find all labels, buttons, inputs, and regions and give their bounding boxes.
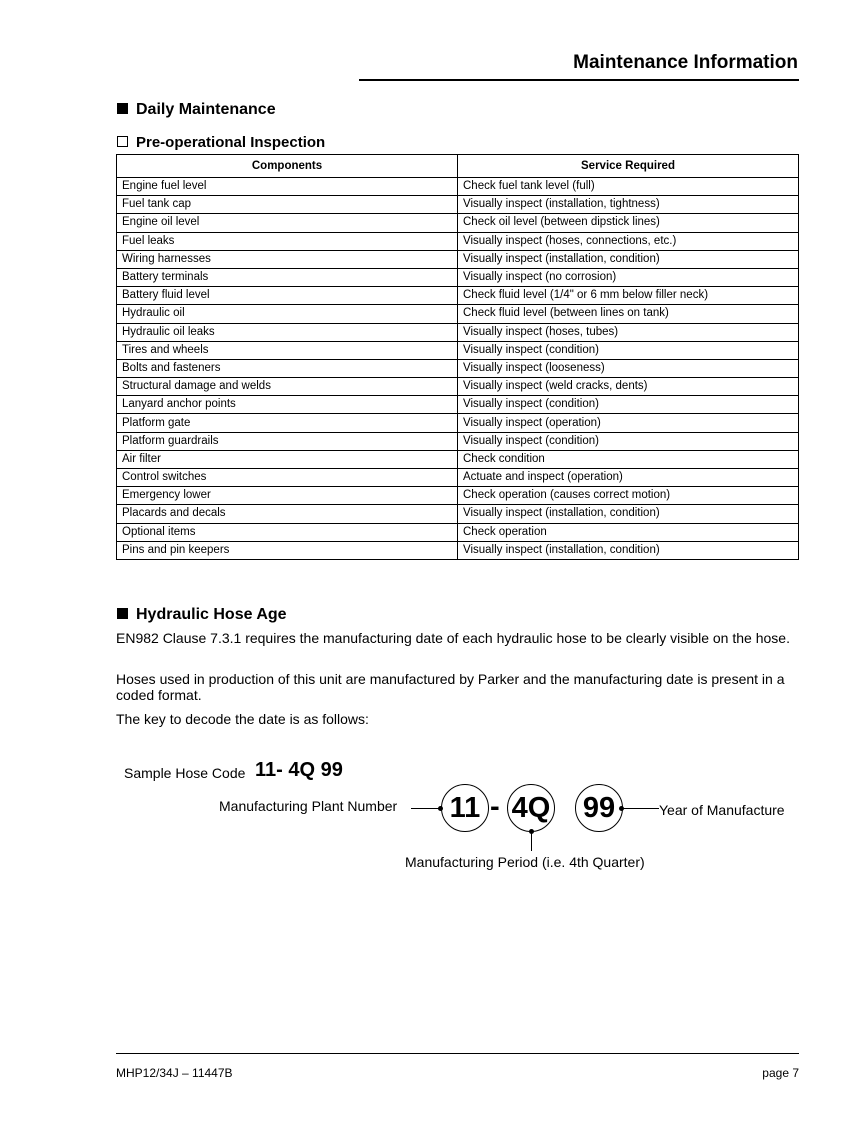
hose-paragraph-1: EN982 Clause 7.3.1 requires the manufacturing date of each hydraulic hose to be clearly visible on the hose.: [116, 630, 790, 646]
component-cell: Hydraulic oil: [117, 305, 458, 323]
service-cell: Check condition: [458, 450, 799, 468]
component-cell: Battery terminals: [117, 268, 458, 286]
component-cell: Fuel tank cap: [117, 196, 458, 214]
service-cell: Visually inspect (hoses, connections, etc.): [458, 232, 799, 250]
table-row: [117, 268, 799, 286]
filled-square-bullet-icon: [117, 608, 128, 619]
year-code-circle: 99: [575, 784, 623, 832]
component-cell: Engine fuel level: [117, 178, 458, 196]
table-row: [117, 214, 799, 232]
table-row: [117, 505, 799, 523]
service-cell: Check fluid level (1/4" or 6 mm below filler neck): [458, 287, 799, 305]
table-row: [117, 396, 799, 414]
period-code-circle: 4Q: [507, 784, 555, 832]
table-row: [117, 232, 799, 250]
hydraulic-hose-age-heading: [117, 606, 287, 624]
hydraulic-hose-age-heading-text: Hydraulic Hose Age: [136, 606, 287, 623]
pre-operational-heading: [117, 134, 325, 151]
component-cell: Fuel leaks: [117, 232, 458, 250]
year-of-manufacture-label: Year of Manufacture: [659, 802, 785, 818]
component-cell: Pins and pin keepers: [117, 541, 458, 559]
page-header-title: Maintenance Information: [573, 52, 798, 73]
service-cell: Visually inspect (condition): [458, 432, 799, 450]
table-row: [117, 250, 799, 268]
component-cell: Emergency lower: [117, 487, 458, 505]
component-cell: Placards and decals: [117, 505, 458, 523]
service-cell: Visually inspect (installation, condition): [458, 505, 799, 523]
empty-checkbox-bullet-icon: [117, 136, 128, 147]
plant-code-circle: 11: [441, 784, 489, 832]
service-cell: Visually inspect (installation, condition): [458, 250, 799, 268]
filled-square-bullet-icon: [117, 103, 128, 114]
component-cell: Platform guardrails: [117, 432, 458, 450]
service-cell: Check operation (causes correct motion): [458, 487, 799, 505]
column-header-components: Components: [117, 155, 458, 178]
sample-hose-code-value: 11- 4Q 99: [255, 759, 343, 781]
component-cell: Optional items: [117, 523, 458, 541]
table-row: [117, 305, 799, 323]
table-row: [117, 432, 799, 450]
daily-maintenance-heading: [117, 101, 276, 119]
service-cell: Visually inspect (installation, tightness): [458, 196, 799, 214]
service-cell: Check oil level (between dipstick lines): [458, 214, 799, 232]
table-row: [117, 196, 799, 214]
component-cell: Tires and wheels: [117, 341, 458, 359]
footer-page-number: page 7: [762, 1066, 799, 1080]
service-cell: Check operation: [458, 523, 799, 541]
inspection-table-body: [117, 178, 799, 560]
table-row: [117, 323, 799, 341]
footer-rule: [116, 1053, 799, 1054]
service-cell: Visually inspect (no corrosion): [458, 268, 799, 286]
component-cell: Platform gate: [117, 414, 458, 432]
footer-document-id: MHP12/34J – 11447B: [116, 1066, 233, 1080]
table-row: [117, 523, 799, 541]
service-cell: Visually inspect (looseness): [458, 359, 799, 377]
plant-number-label: Manufacturing Plant Number: [219, 798, 398, 814]
table-header-row: [117, 155, 799, 178]
table-row: [117, 178, 799, 196]
service-cell: Visually inspect (condition): [458, 341, 799, 359]
table-row: [117, 414, 799, 432]
component-cell: Battery fluid level: [117, 287, 458, 305]
table-row: [117, 469, 799, 487]
service-cell: Visually inspect (operation): [458, 414, 799, 432]
hose-paragraph-3: The key to decode the date is as follows:: [116, 711, 369, 727]
service-cell: Visually inspect (hoses, tubes): [458, 323, 799, 341]
service-cell: Visually inspect (condition): [458, 396, 799, 414]
service-cell: Actuate and inspect (operation): [458, 469, 799, 487]
component-cell: Lanyard anchor points: [117, 396, 458, 414]
table-row: [117, 287, 799, 305]
header-rule: [359, 79, 799, 81]
column-header-service: Service Required: [458, 155, 799, 178]
component-cell: Air filter: [117, 450, 458, 468]
table-row: [117, 487, 799, 505]
service-cell: Visually inspect (weld cracks, dents): [458, 378, 799, 396]
daily-maintenance-heading-text: Daily Maintenance: [136, 101, 276, 118]
period-leader-line: [531, 831, 532, 851]
component-cell: Hydraulic oil leaks: [117, 323, 458, 341]
component-cell: Control switches: [117, 469, 458, 487]
component-cell: Wiring harnesses: [117, 250, 458, 268]
table-row: [117, 378, 799, 396]
service-cell: Check fluid level (between lines on tank): [458, 305, 799, 323]
component-cell: Bolts and fasteners: [117, 359, 458, 377]
code-separator: -: [490, 791, 500, 823]
manufacturing-period-label: Manufacturing Period (i.e. 4th Quarter): [405, 854, 645, 870]
table-row: [117, 359, 799, 377]
table-row: [117, 341, 799, 359]
year-leader-line: [623, 808, 659, 809]
table-row: [117, 450, 799, 468]
table-row: [117, 541, 799, 559]
component-cell: Structural damage and welds: [117, 378, 458, 396]
service-cell: Visually inspect (installation, condition): [458, 541, 799, 559]
pre-operational-heading-text: Pre-operational Inspection: [136, 134, 326, 151]
component-cell: Engine oil level: [117, 214, 458, 232]
hose-paragraph-2: Hoses used in production of this unit are manufactured by Parker and the manufacturing date is present in a coded format.: [116, 671, 785, 703]
service-cell: Check fuel tank level (full): [458, 178, 799, 196]
inspection-table: [116, 154, 799, 560]
plant-leader-line: [411, 808, 441, 809]
sample-hose-code-label: Sample Hose Code: [124, 765, 246, 781]
